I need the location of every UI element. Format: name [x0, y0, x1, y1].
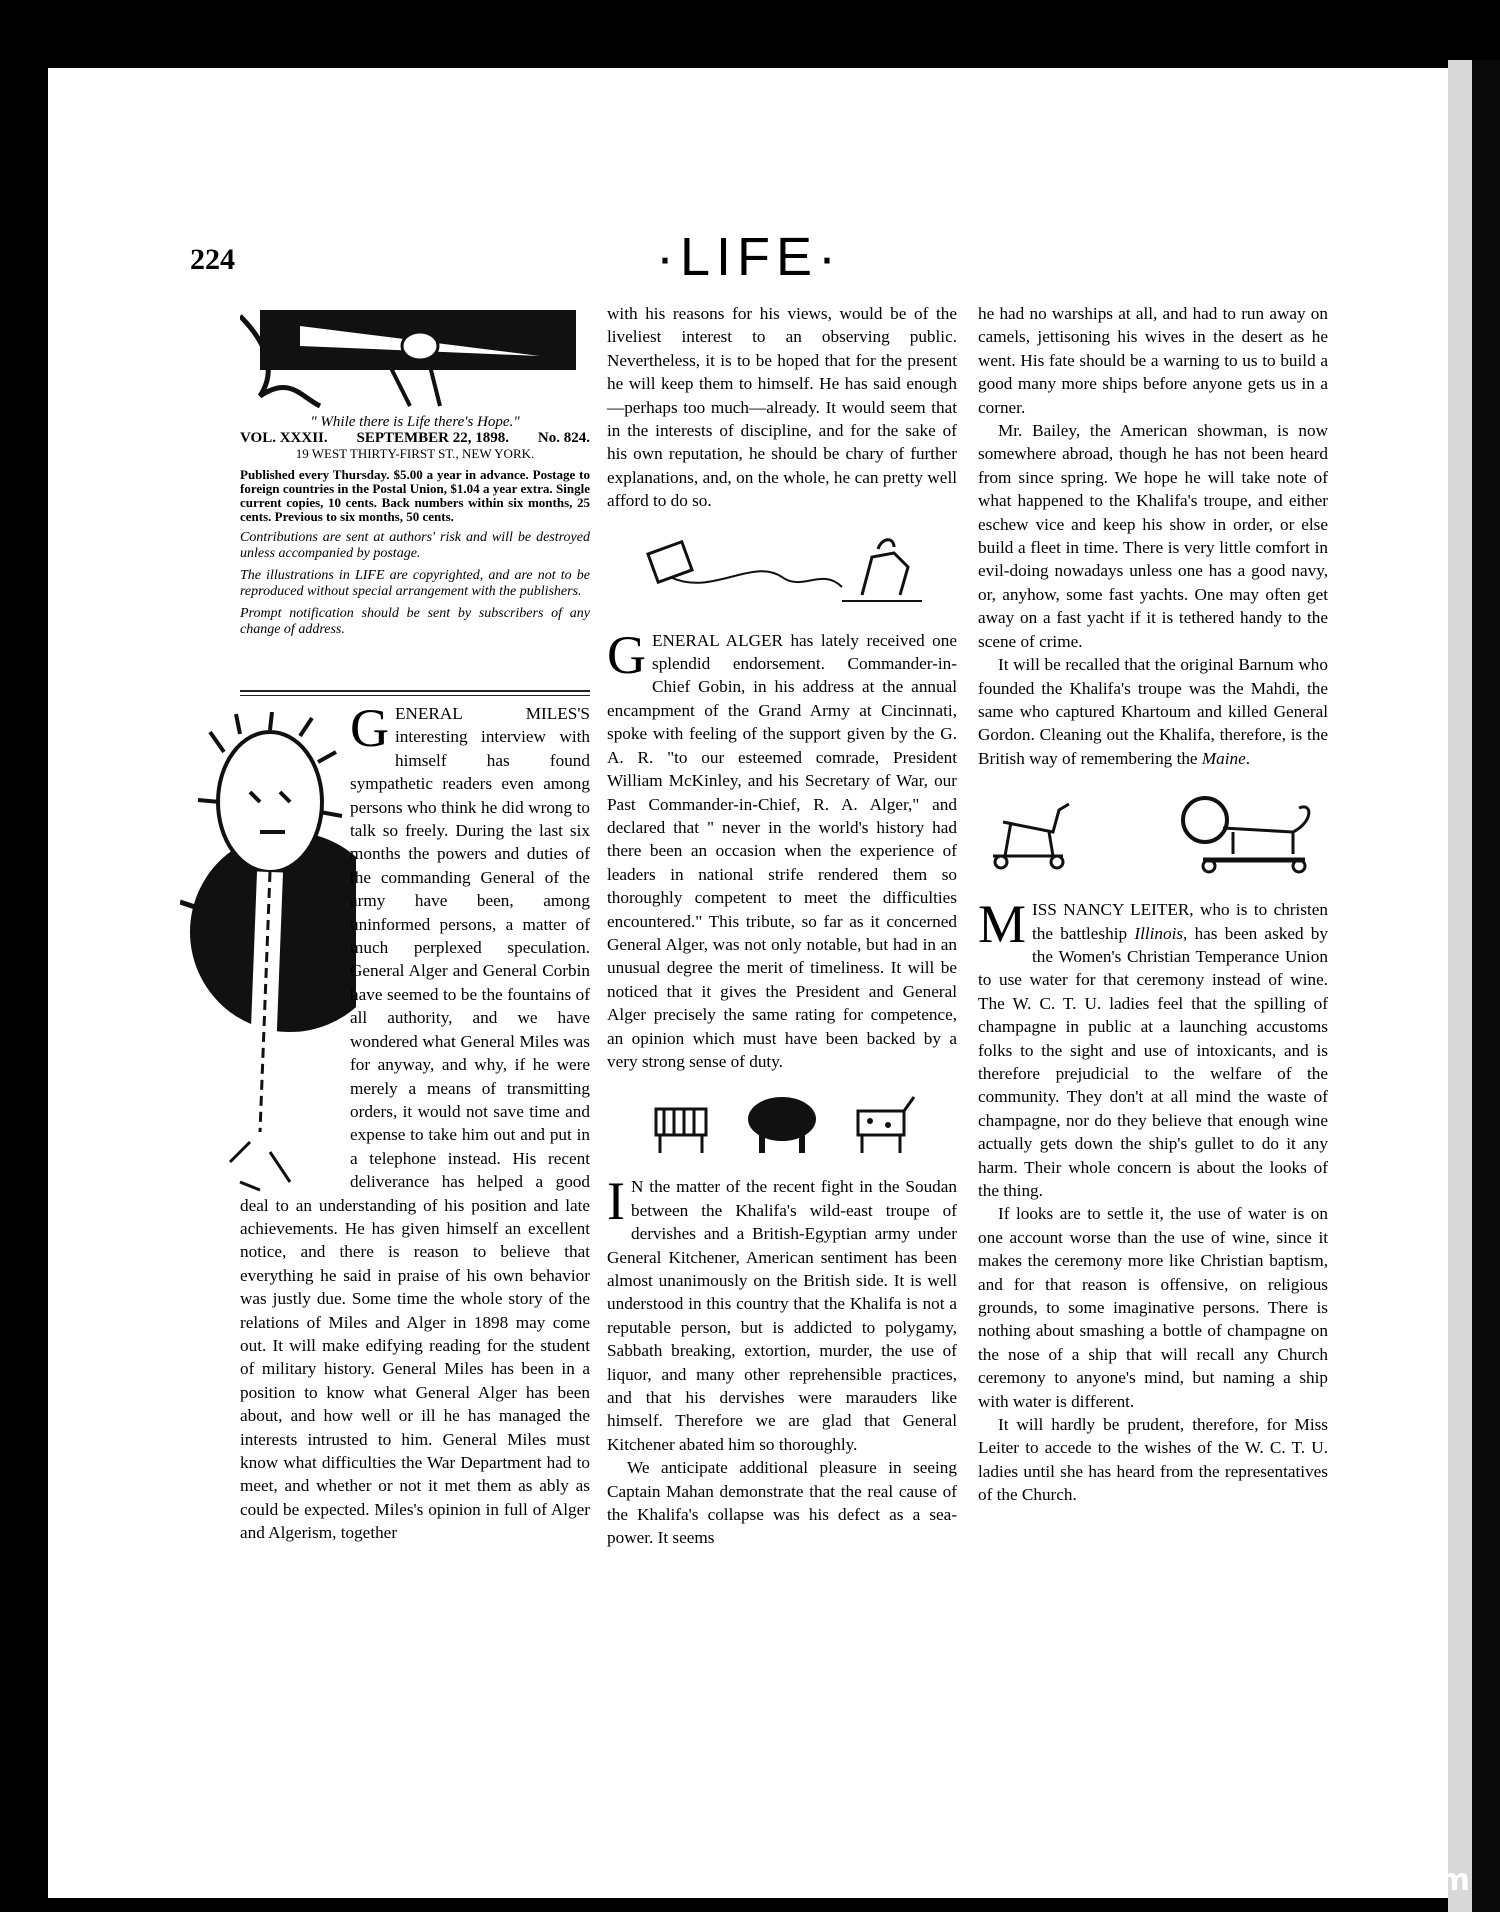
barnum-text: It will be recalled that the original Barnum who founded the Khalifa's troupe was the Mahdi, the same who captured Khartoum and killed General Gordon. Cleaning out the Khalifa, therefore, is the British way of remembering the — [978, 655, 1328, 768]
illinois-italic: Illinois — [1134, 923, 1184, 943]
contributions-note: Contributions are sent at authors' risk and will be destroyed unless accompanied by postage. — [240, 530, 590, 561]
prudent-paragraph: It will hardly be prudent, therefore, for Miss Leiter to accede to the wishes of the W. C. T. U. ladies until she has heard from the representatives of the Church. — [978, 1415, 1328, 1505]
barnum-paragraph — [978, 653, 1328, 770]
address: 19 WEST THIRTY-FIRST ST., NEW YORK. — [295, 446, 535, 461]
kite-horseman-illustration — [632, 537, 932, 607]
mahan-paragraph: We anticipate additional pleasure in seeing Captain Mahan demonstrate that the real cause of the Khalifa's collapse was his defect as a sea-power. It seems — [607, 1458, 957, 1548]
drop-cap: G — [350, 698, 389, 758]
notification-note: Prompt notification should be sent by subscribers of any change of address. — [240, 606, 590, 637]
looks-paragraph: If looks are to settle it, the use of water is on one account worse than the use of wine, since it makes the ceremony more like Christian baptism, and for that reason is offensive, on religious grounds, to some imaginative persons. There is nothing about smashing a bottle of champagne on the nose of a ship that will recall any Church ceremony to anyone's mind, but naming a ship with water is different. — [978, 1204, 1328, 1411]
drop-cap: G — [607, 624, 646, 685]
issue-date: SEPTEMBER 22, 1898. — [356, 430, 510, 446]
drop-cap: M — [978, 894, 1027, 955]
publication-terms: Published every Thursday. $5.00 a year in advance. Postage to foreign countries in the Postal Union, $1.04 a year extra. Single current copies, 10 cents. Back numbers within six months, 25 cents. Previous to six months, 50 cents. — [240, 467, 590, 524]
column-2 — [607, 302, 957, 1550]
miles-continued: with his reasons for his views, would be of the liveliest interest to an observing public. Nevertheless, it is to be hoped that for the present he will keep them to himself. He has said enough—perhaps too much—already. It would seem that in the interests of discipline, and for the sake of his own reputation, he should be chary of further explanations, and, on the whole, he can pretty well afford to do so. — [607, 304, 957, 511]
leiter-text: ISS NANCY LEITER, who is to christen the battleship — [1032, 900, 1328, 943]
issue-number: No. 824. — [537, 430, 590, 446]
page-edge — [1448, 60, 1472, 1912]
leiter-text-continued: , has been asked by the Women's Christian Temperance Union to use water for that ceremony instead of wine. The W. C. T. U. ladies feel that the spilling of champagne in public at a launching accustoms folks to the sight and use of intoxicants, and is therefore prejudicial to the welfare of the community. They don't at all mind the waste of champagne, nor do they believe that enough wine actually gets down the ship's gullet to do it any harm. Their whole concern is about the looks of the thing. — [978, 923, 1328, 1200]
binding-shadow — [1472, 60, 1500, 1912]
toy-animals-illustration — [983, 792, 1323, 876]
bailey-paragraph: Mr. Bailey, the American showman, is now somewhere abroad, though he has not been heard from since spring. We hope he will take note of what happened to the Khalifa's troupe, and either eschew vice and keep his show in order, or else build a fleet in time. There is very little comfort in evil-doing nowadays unless one has a good navy, or, anyhow, some fast yachts. One may often get away on a fast yacht if it is tethered handy to the scene of crime. — [978, 421, 1328, 651]
soudan-text: N the matter of the recent fight in the Soudan between the Khalifa's wild-east troupe of dervishes and a British-Egyptian army under General Kitchener, American sentiment has been almost unanimously on the British side. It is well understood in this country that the Khalifa is not a reputable person, but is addicted to polygamy, Sabbath breaking, extortion, murder, the use of liquor, and many other reprehensible practices, and that his dervishes were marauders like himself. Therefore we are glad that General Kitchener abated him so thoroughly. — [607, 1177, 957, 1454]
motto: " While there is Life there's Hope." — [310, 414, 520, 430]
masthead-info — [240, 414, 590, 638]
column-3 — [978, 302, 1328, 1507]
masthead-illustration — [240, 306, 580, 410]
column-1 — [240, 698, 590, 1545]
illustration-float-spacer — [240, 702, 350, 1174]
khalifa-continued: he had no warships at all, and had to run away on camels, jettisoning his wives in the desert as he went. His fate should be a warning to us to build a good many more ships before anyone gets us in a corner. — [978, 304, 1328, 417]
alger-article — [607, 624, 957, 1074]
illustrations-note: The illustrations in LIFE are copyrighted, and are not to be reproduced without special arrangement with the publishers. — [240, 568, 590, 599]
alger-text: ENERAL ALGER has lately received one splendid endorsement. Commander-in-Chief Gobin, in his address at the annual encampment of the Grand Army at Cincinnati, spoke with feeling of the support given by the G. A. R. "to our esteemed comrade, President William McKinley, and his Secretary of War, our Past Commander-in-Chief, R. A. Alger," and declared that " never in the world's history had there been an occasion when the experience of leaders in national strife rendered them so thoroughly competent to meet the difficulties encountered." This tribute, so far as it concerned General Alger, was not only notable, but had in an unusual degree the merit of timeliness. It will be noticed that it gives the President and General Alger precisely the same rating for competence, an opinion which must have been backed by a very strong sense of duty. — [607, 630, 957, 1071]
leiter-article — [978, 894, 1328, 1202]
page-number: 224 — [190, 243, 235, 276]
divider-rule — [240, 690, 590, 692]
maine-italic: Maine — [1201, 748, 1246, 768]
volume-line — [240, 430, 590, 446]
watermark: comicbooks.com — [1190, 1863, 1470, 1898]
drop-cap: I — [607, 1171, 625, 1232]
barnum-end: . — [1245, 748, 1251, 768]
volume: VOL. XXXII. — [240, 430, 328, 446]
miles-text: ENERAL MILES'S interesting interview with himself has found sympathetic readers even among persons who think he did wrong to talk so freely. During the last six months the powers and duties of the commanding General of the army have been, among uninformed persons, a matter of much perplexed speculation. General Alger and General Corbin have seemed to be the fountains of all authority, and we have wondered what General Miles was for anyway, and why, if he were merely a means of transmitting orders, it would not save time and expense to take him out and put in a telephone instead. His recent deliverance has helped a good deal to an understanding of his position and late achievements. He has given himself an excellent notice, and there is reason to believe that everything he said in praise of his own behavior was justly due. Some time the whole story of the relations of Miles and Alger in 1898 may come out. It will make edifying reading for the student of military history. General Miles has been in a position to know what General Alger has been about, and how well or ill he has managed the interests intrusted to him. General Miles must know what difficulties the War Department had to meet, and whether or not it met them as ably as could be expected. Miles's opinion in full of Alger and Algerism, together — [240, 704, 590, 1543]
divider-rule-thin — [240, 695, 590, 696]
animals-illustration — [642, 1093, 922, 1157]
masthead-title: ·LIFE· — [656, 227, 843, 287]
soudan-article — [607, 1171, 957, 1456]
